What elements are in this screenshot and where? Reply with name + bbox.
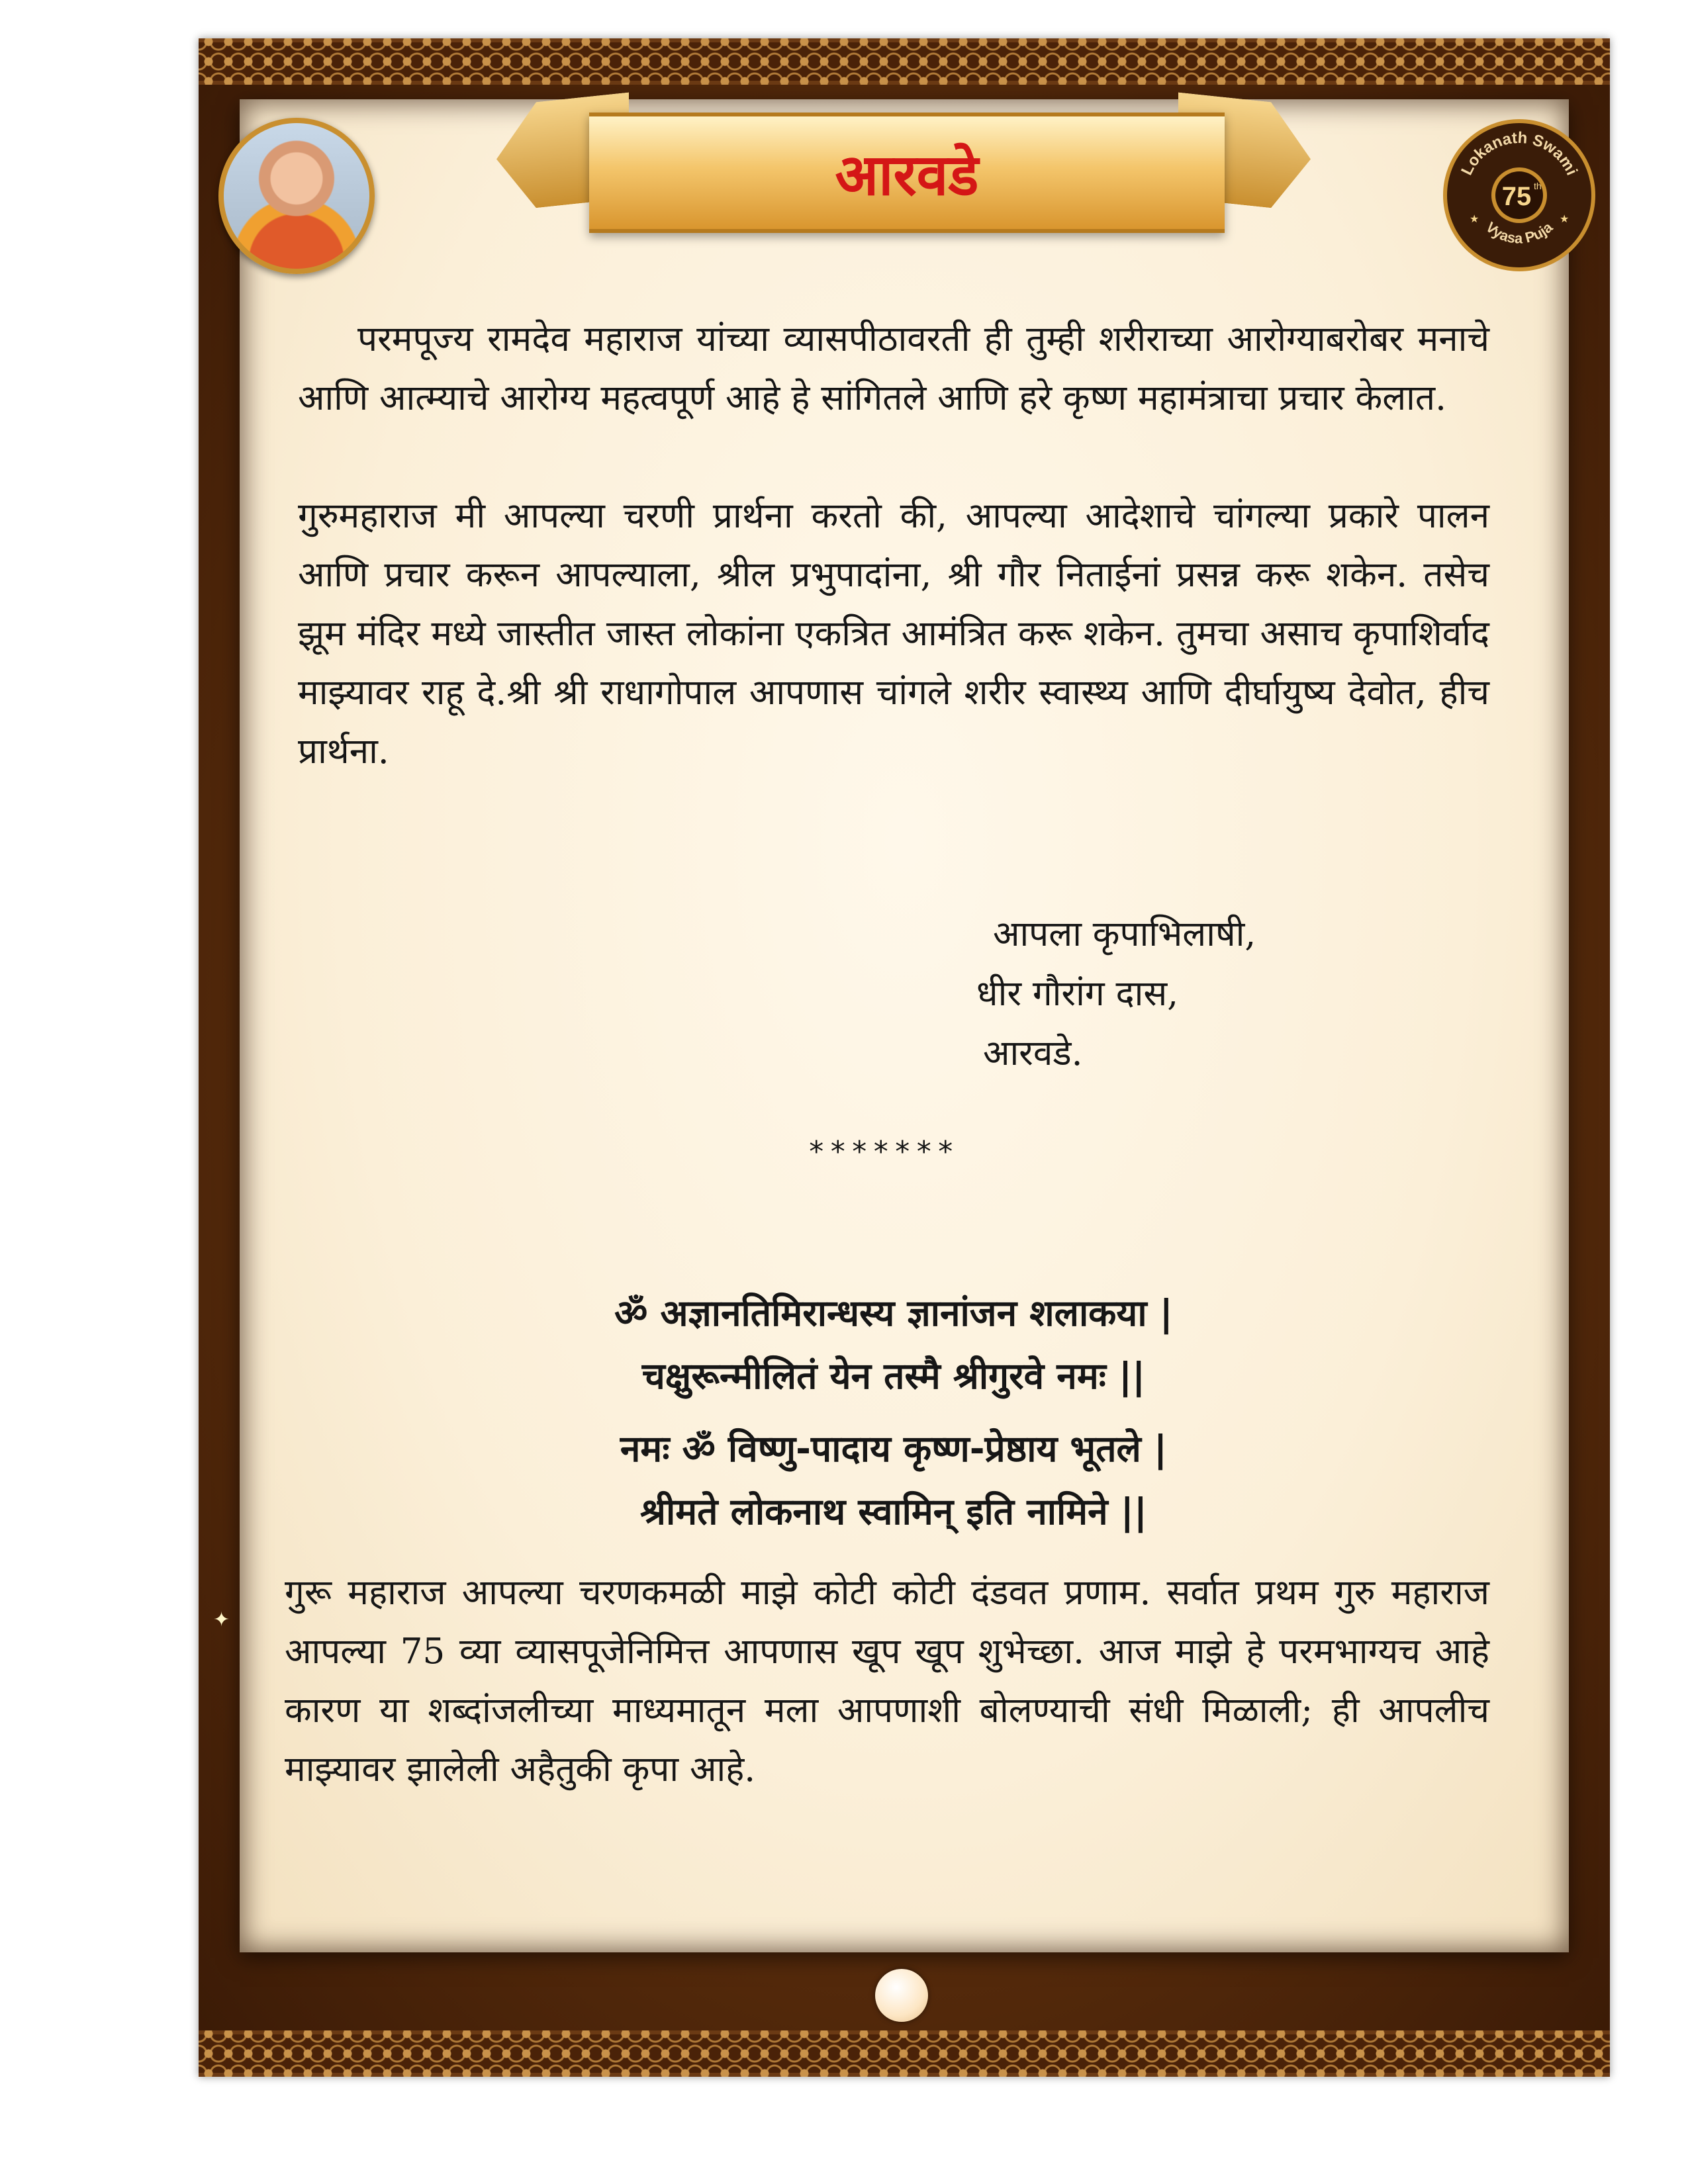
- letter-paragraph-2: गुरुमहाराज मी आपल्या चरणी प्रार्थना करतो की, आपल्या आदेशाचे चांगल्या प्रकारे पालन आणि प्रचार करून आपल्याला, श्रील प्रभुपादांना, श्री गौर निताईनां प्रसन्न करू शकेन. तसेच झूम मंदिर मध्ये जास्तीत जास्त लोकांना एकत्रित आमंत्रित करू शकेन. तुमचा असाच कृपाशिर्वाद माझ्यावर राहू दे.श्री श्री राधागोपाल आपणास चांगले शरीर स्वास्थ्य आणि दीर्घायुष्य देवोत, हीच प्रार्थना.: [298, 496, 1489, 772]
- badge-star-right-icon: ★: [1560, 212, 1570, 225]
- badge-number: 75: [1501, 182, 1532, 211]
- signature-place: आरवडे.: [983, 1033, 1083, 1073]
- verse-line-1: ॐ अज्ञानतिमिरान्धस्य ज्ञानांजन शलाकया |: [614, 1292, 1173, 1334]
- sparkle-icon: ✦: [213, 1608, 230, 1631]
- section-separator: *******: [808, 1135, 959, 1169]
- verse-line-3: नमः ॐ विष्णु-पादाय कृष्ण-प्रेष्ठाय भूतले |: [620, 1428, 1168, 1470]
- signature-closing: आपला कृपाभिलाषी,: [993, 914, 1256, 954]
- page-ornament-dot: [875, 1969, 928, 2022]
- offering-paragraph: गुरू महाराज आपल्या चरणकमळी माझे कोटी कोटी दंडवत प्रणाम. सर्वात प्रथम गुरु महाराज आपल्या 75 व्या व्यासपूजेनिमित्त आपणास खूप खूप शुभेच्छा. आज माझे हे परमभाग्यच आहे कारण या शब्दांजलीच्या माध्यमातून मला आपणाशी बोलण्याची संधी मिळाली; ही आपलीच माझ्यावर झालेली अहैतुकी कृपा आहे.: [285, 1572, 1489, 1790]
- badge-star-left-icon: ★: [1470, 212, 1479, 225]
- badge-superscript: th: [1534, 181, 1542, 191]
- title-ribbon: [589, 113, 1225, 233]
- guru-portrait: [218, 118, 375, 274]
- bottom-ornamental-border: [199, 2030, 1610, 2077]
- top-ornamental-border: [199, 38, 1610, 85]
- verse-line-2: चक्षुरून्मीलितं येन तस्मै श्रीगुरवे नमः ||: [641, 1355, 1146, 1397]
- badge-emblem: [1447, 123, 1591, 267]
- signature-name: धीर गौरांग दास,: [976, 974, 1179, 1014]
- verse-line-4: श्रीमते लोकनाथ स्वामिन् इति नामिने ||: [640, 1490, 1147, 1533]
- page-title: आरवडे: [835, 142, 979, 208]
- letter-paragraph-1: परमपूज्य रामदेव महाराज यांच्या व्यासपीठावरती ही तुम्ही शरीराच्या आरोग्याबरोबर मनाचे आणि आत्म्याचे आरोग्य महत्वपूर्ण आहे हे सांगितले आणि हरे कृष्ण महामंत्राचा प्रचार केलात.: [298, 319, 1489, 418]
- anniversary-badge-logo: [1443, 119, 1595, 271]
- badge-subtitle: Vyasa Puja: [1482, 218, 1556, 247]
- badge-name: Lokanath Swami: [1458, 128, 1581, 179]
